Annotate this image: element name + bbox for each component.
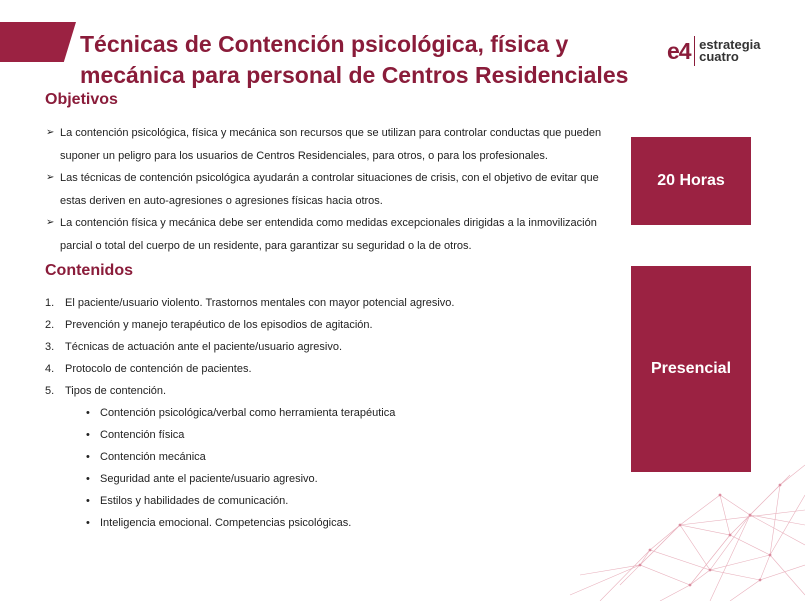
item-text: El paciente/usuario violento. Trastornos mentales con mayor potencial agresivo. — [65, 297, 455, 309]
item-text: Inteligencia emocional. Competencias psicológicas. — [100, 517, 352, 529]
tipo-item — [86, 424, 506, 446]
bullet-icon: • — [86, 451, 90, 463]
accent-flag — [0, 22, 76, 62]
item-text: Contención física — [100, 429, 185, 441]
item-number: 4. — [45, 363, 55, 375]
item-number: 5. — [45, 385, 55, 397]
page-title: Técnicas de Contención psicológica, física y mecánica para personal de Centros Residenciales — [80, 31, 629, 88]
bullet-icon: • — [86, 495, 90, 507]
tipo-item — [86, 490, 506, 512]
objetivos-list — [46, 122, 606, 257]
logo-separator — [694, 36, 696, 66]
bullet-icon: • — [86, 517, 90, 529]
contenido-item — [45, 292, 585, 314]
contenidos-heading: Contenidos — [45, 262, 133, 279]
tipo-item — [86, 446, 506, 468]
logo-line2: cuatro — [699, 49, 739, 64]
item-text: Protocolo de contención de pacientes. — [65, 363, 252, 375]
contenido-item — [45, 336, 585, 358]
modality-box: Presencial — [631, 266, 751, 472]
item-text: Prevención y manejo terapéutico de los episodios de agitación. — [65, 319, 373, 331]
e4-logo — [667, 35, 761, 67]
contenido-item — [45, 380, 585, 402]
item-text: Contención psicológica/verbal como herramienta terapéutica — [100, 407, 396, 419]
bullet-icon: • — [86, 429, 90, 441]
network-decoration-icon — [560, 455, 805, 601]
tipo-item — [86, 468, 506, 490]
hours-box: 20 Horas — [631, 137, 751, 225]
bullet-icon: • — [86, 473, 90, 485]
item-number: 1. — [45, 297, 55, 309]
contenido-item — [45, 314, 585, 336]
objetivos-heading: Objetivos — [45, 91, 118, 108]
item-text: Tipos de contención. — [65, 385, 167, 397]
contenidos-list — [45, 292, 585, 402]
objetivo-item: ➢ La contención psicológica, física y mecánica son recursos que se utilizan para controlar conductas que pueden suponer un peligro para los usuarios de Centros Residenciales, para otros, o para los profesionales. — [46, 122, 606, 167]
item-text: Estilos y habilidades de comunicación. — [100, 495, 289, 507]
item-number: 2. — [45, 319, 55, 331]
contenido-item — [45, 358, 585, 380]
item-text: Técnicas de actuación ante el paciente/usuario agresivo. — [65, 341, 343, 353]
tipo-item — [86, 512, 506, 534]
item-number: 3. — [45, 341, 55, 353]
tipo-item — [86, 402, 506, 424]
item-text: Contención mecánica — [100, 451, 206, 463]
objetivo-item: ➢ Las técnicas de contención psicológica ayudarán a controlar situaciones de crisis, con el objetivo de evitar que estas deriven en auto-agresiones o agresiones físicas hacia otros. — [46, 167, 606, 212]
logo-line1: estrategia — [699, 37, 761, 52]
bullet-icon: • — [86, 407, 90, 419]
e4-logo-icon: e4 — [667, 37, 691, 64]
item-text: Seguridad ante el paciente/usuario agresivo. — [100, 473, 318, 485]
logo-wordmark — [699, 39, 760, 63]
tipos-list — [86, 402, 506, 534]
objetivo-item: ➢ La contención física y mecánica debe ser entendida como medidas excepcionales dirigidas a la inmovilización parcial o total del cuerpo de un residente, para garantizar su seguridad o la de otros. — [46, 212, 606, 257]
